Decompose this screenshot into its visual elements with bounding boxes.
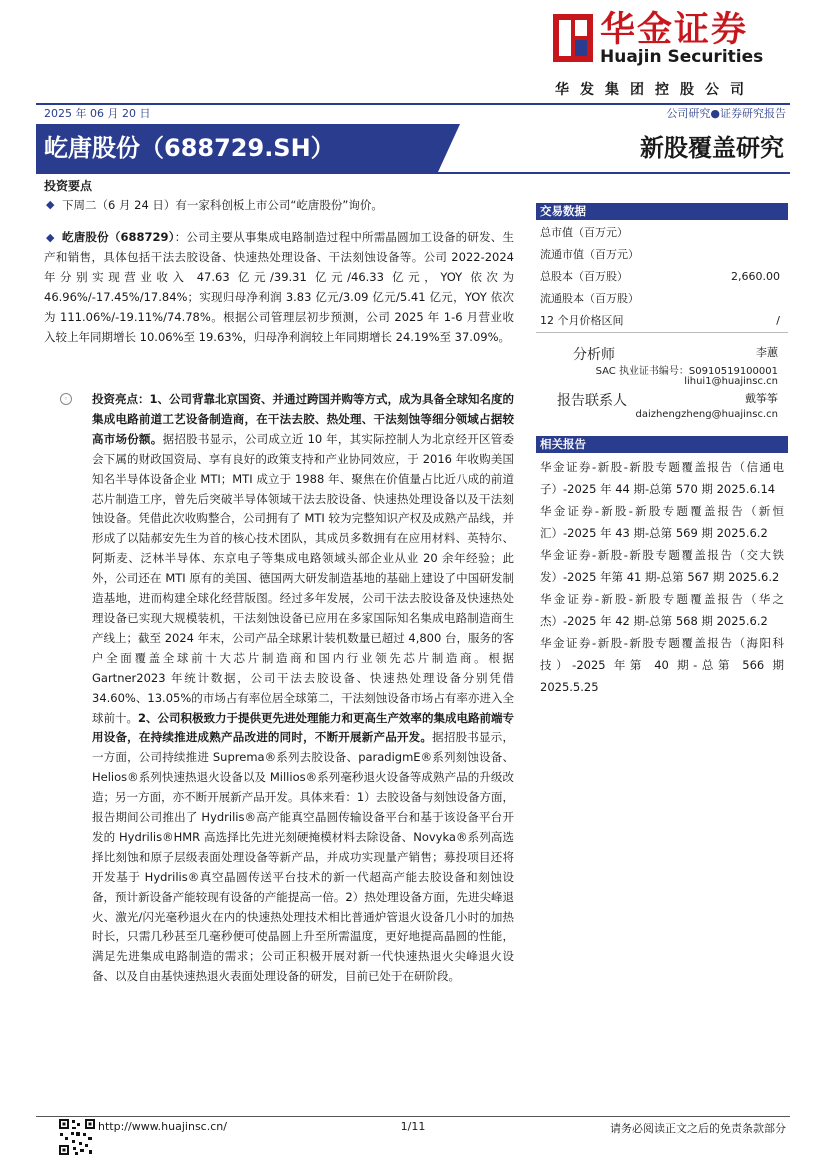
contact-name: 戴筝筝 xyxy=(745,392,778,405)
stock-title: 屹唐股份（688729.SH） xyxy=(44,134,335,162)
related-reports-list xyxy=(540,456,784,698)
related-reports-header: 相关报告 xyxy=(536,436,788,453)
report-date: 2025 年 06 月 20 日 xyxy=(44,107,151,120)
diamond-bullet-icon: ◆ xyxy=(46,231,55,244)
highlight-body-1: 据招股书显示，公司成立近 10 年，其实际控制人为北京经开区管委会下属的财政国资局、享有良好的政策支持和产业协同效应，于 2016 年收购美国知名半导体设备企业 MTI；MTI 成立于 1988 年、聚焦在价值量占比近八成的前道芯片制造工序，曾先后突破半导体领域干法去胶设备、快速热处理设备以及干法刻蚀设备。凭借此次收购整合，公司拥有了 MTI 较为完整知识产权及成熟产品线，并形成了以陆郝安先生为首的核心技术团队，其成员多数拥有在应用材料、英特尔、阿斯麦、泛林半导体、东京电子等集成电路领域头部企业从业 20 余年经验；此外，公司还在 MTI 原有的美国、德国两大研发制造基地的基础上建设了中国研发制造基地，进而构建全球化经营版图。经过多年发展，公司干法去胶设备及快速热处理设备已实现大规模装机，干法刻蚀设备已应用在多家国际知名集成电路制造商生产线上；截至 2024 年末，公司产品全球累计装机数量已超过 4,800 台，服务的客户全面覆盖全球前十大芯片制造商和国内行业领先芯片制造商。根据 Gartner2023 年统计数据，公司干法去胶设备、快速热处理设备分别凭借 34.60%、13.05%的市场占有率位居全球第二，干法刻蚀设备市场占有率亦进入全球前十。 xyxy=(92,431,514,725)
section-title: 投资要点 xyxy=(44,179,93,193)
related-report-link[interactable]: 华金证券-新股-新股专题覆盖报告（华之杰）-2025 年 42 期-总第 568 期 2025.6.2 xyxy=(540,592,784,628)
highlight-lead-1: 投资亮点：1、公司背靠北京国资、并通过跨国并购等方式，成为具备全球知名度的集成电路前道工艺设备制造商，在干法去胶、热处理、干法刻蚀等细分领域占据较高市场份额。 xyxy=(92,392,514,446)
report-type: 公司研究●证券研究报告 xyxy=(666,107,786,120)
related-report-link[interactable]: 华金证券-新股-新股专题覆盖报告（新恒汇）-2025 年 43 期-总第 569 期 2025.6.2 xyxy=(540,504,784,540)
trade-row xyxy=(540,222,780,243)
trade-row xyxy=(540,310,780,331)
trade-value: / xyxy=(776,314,780,327)
huajin-logo-icon xyxy=(553,14,593,62)
header-rule xyxy=(36,103,790,105)
related-report-link[interactable]: 华金证券-新股-新股专题覆盖报告（海阳科技）-2025 年第 40 期-总第 566 期 2025.5.25 xyxy=(540,636,784,694)
paragraph-intro: 下周二（6 月 24 日）有一家科创板上市公司“屹唐股份”询价。 xyxy=(62,198,383,212)
paragraph-company xyxy=(44,228,514,347)
footer-rule xyxy=(36,1116,790,1117)
title-rule xyxy=(36,172,790,174)
qr-code-icon xyxy=(58,1118,96,1156)
contact-label: 报告联系人 xyxy=(557,393,627,409)
trade-label: 总股本（百万股） xyxy=(540,270,628,283)
analyst-label: 分析师 xyxy=(573,347,615,363)
trade-label: 总市值（百万元） xyxy=(540,226,628,239)
doc-type: 新股覆盖研究 xyxy=(640,134,784,162)
contact-email[interactable]: daizhengzheng@huajinsc.cn xyxy=(635,409,778,420)
footer-url[interactable]: http://www.huajinsc.cn/ xyxy=(98,1120,227,1133)
analyst-sac: SAC 执业证书编号：S0910519100001 xyxy=(595,366,778,377)
footer-disclaimer: 请务必阅读正文之后的免责条款部分 xyxy=(610,1122,786,1135)
trade-label: 流通市值（百万元） xyxy=(540,248,639,261)
trade-data-header: 交易数据 xyxy=(536,203,788,220)
diamond-bullet-icon: ◆ xyxy=(46,198,55,211)
brand-name-cn: 华金证券 xyxy=(600,10,749,50)
highlight-body-2: 据招股书显示，一方面，公司持续推进 Suprema®系列去胶设备、paradigmE®系列刻蚀设备、Helios®系列快速热退火设备以及 Millios®系列毫秒退火设备等成熟产品的升级改造；另一方面，亦不断开展新产品开发。具体来看：1）去胶设备与刻蚀设备方面，报告期间公司推出了 Hydrilis®高产能真空晶圆传输设备平台和基于该设备平台开发的 Hydrilis®HMR 高选择比先进光刻硬掩模材料去除设备、Novyka®系列高选择比刻蚀和原子层级表面处理设备等新产品，并成功实现量产销售；募投项目还将开发基于 Hydrilis®真空晶圆传送平台技术的新一代超高产能去胶设备和刻蚀设备，预计新设备产能较现有设备的产能提高一倍。2）热处理设备方面，先进尖峰退火、激光/闪光毫秒退火在内的快速热处理技术相比普通炉管退火设备几小时的加热时长，只需几秒甚至几毫秒便可使晶圆上升至所需温度，更好地提高晶圆的性能，满足先进集成电路制造的需求；公司正积极开展对新一代快速热退火尖峰退火设备、以及自由基快速热退火表面处理设备的研发，目前已处于在研阶段。 xyxy=(92,730,514,984)
analyst-name: 李蕙 xyxy=(756,346,778,359)
trade-rule xyxy=(536,332,788,333)
trade-label: 流通股本（百万股） xyxy=(540,292,639,305)
trade-label: 12 个月价格区间 xyxy=(540,314,624,327)
related-report-link[interactable]: 华金证券-新股-新股专题覆盖报告（信通电子）-2025 年 44 期-总第 570 期 2025.6.14 xyxy=(540,460,784,496)
brand-group: 华发集团控股公司 xyxy=(555,82,755,98)
paragraph-highlights xyxy=(92,390,514,987)
page-number: 1/11 xyxy=(400,1120,426,1133)
circle-marker-icon: ◦ xyxy=(60,393,72,405)
trade-row xyxy=(540,244,780,265)
analyst-email[interactable]: lihui1@huajinsc.cn xyxy=(684,376,778,387)
trade-value: 2,660.00 xyxy=(731,270,780,283)
brand-name-en: Huajin Securities xyxy=(600,47,764,67)
highlight-lead-2: 2、公司积极致力于提供更先进处理能力和更高生产效率的集成电路前端专用设备，在持续推进成熟产品改进的同时，不断开展新产品开发。 xyxy=(92,710,514,745)
company-body: ：公司主要从事集成电路制造过程中所需晶圆加工设备的研发、生产和销售，具体包括干法去胶设备、快速热处理设备、干法刻蚀设备等。公司 2022-2024 年分别实现营业收入 47.63 亿元/39.31 亿元/46.33 亿元，YOY 依次为 46.96%/-17.45%/17.84%；实现归母净利润 3.83 亿元/3.09 亿元/5.41 亿元，YOY 依次为 111.06%/-19.11%/74.78%。根据公司管理层初步预测，公司 2025 年 1-6 月营业收入较上年同期增长 10.06%至 19.63%，归母净利润较上年同期增长 24.19%至 37.09%。 xyxy=(44,230,515,344)
trade-row xyxy=(540,288,780,309)
company-lead: 屹唐股份（688729） xyxy=(62,230,175,244)
trade-row xyxy=(540,266,780,287)
related-report-link[interactable]: 华金证券-新股-新股专题覆盖报告（交大铁发）-2025 年第 41 期-总第 567 期 2025.6.2 xyxy=(540,548,784,584)
